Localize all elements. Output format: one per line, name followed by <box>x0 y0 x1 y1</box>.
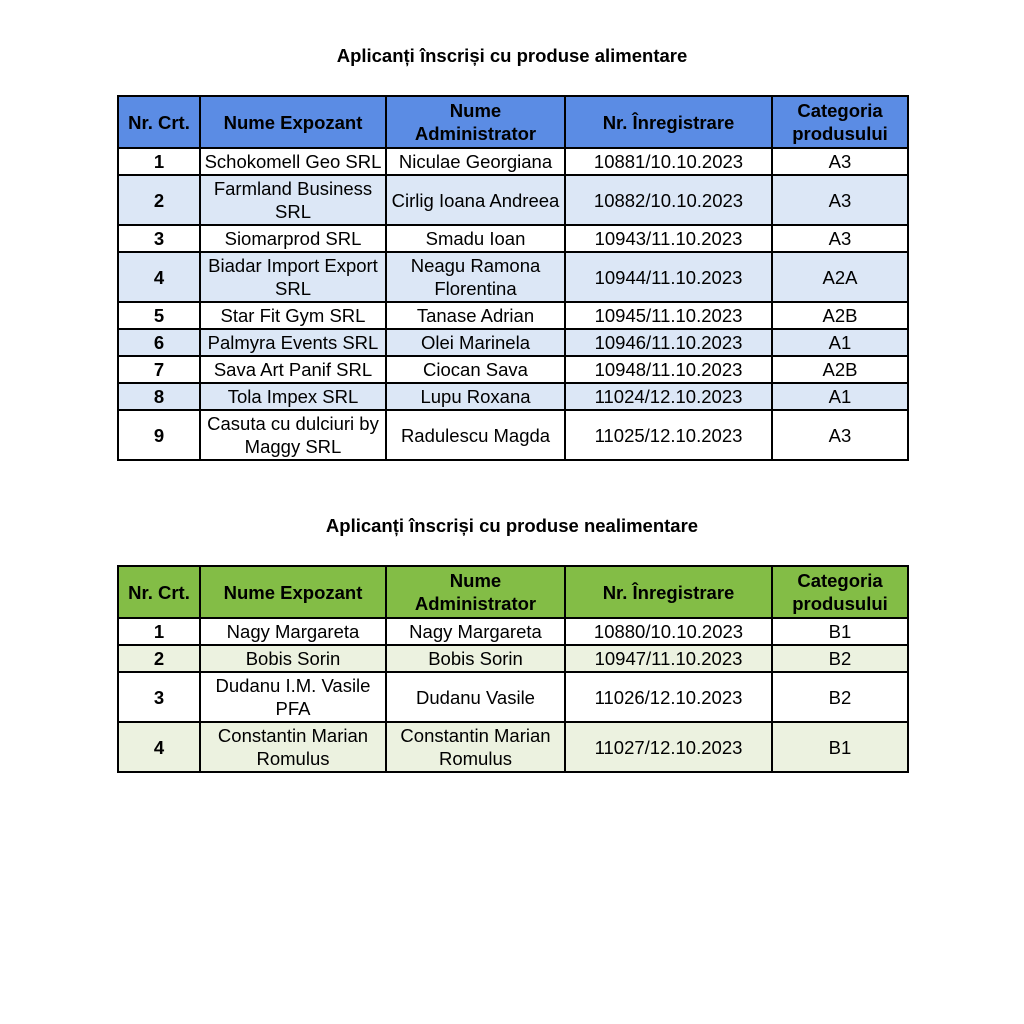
column-header-nume-expozant: Nume Expozant <box>200 96 386 148</box>
table-cell: Tola Impex SRL <box>200 383 386 410</box>
table-cell: Casuta cu dulciuri by Maggy SRL <box>200 410 386 460</box>
column-header-nume-administrator: Nume Administrator <box>386 96 565 148</box>
column-header-categoria: Categoria produsului <box>772 96 908 148</box>
table-cell: 4 <box>118 252 200 302</box>
table-cell: Nagy Margareta <box>200 618 386 645</box>
table-cell: A2B <box>772 356 908 383</box>
table-cell: Star Fit Gym SRL <box>200 302 386 329</box>
table-cell: Biadar Import Export SRL <box>200 252 386 302</box>
table-cell: 11024/12.10.2023 <box>565 383 772 410</box>
table-cell: 10946/11.10.2023 <box>565 329 772 356</box>
table-row <box>118 175 908 225</box>
table-cell: A2A <box>772 252 908 302</box>
table-cell: 3 <box>118 672 200 722</box>
table-cell: 11027/12.10.2023 <box>565 722 772 772</box>
table-row <box>118 410 908 460</box>
table-row <box>118 329 908 356</box>
table-cell: B1 <box>772 722 908 772</box>
table-cell: 10880/10.10.2023 <box>565 618 772 645</box>
column-header-nr-inregistrare: Nr. Înregistrare <box>565 96 772 148</box>
table-cell: Siomarprod SRL <box>200 225 386 252</box>
table-title-nealimentare: Aplicanți înscriși cu produse nealimentare <box>325 515 699 536</box>
table-cell: A2B <box>772 302 908 329</box>
table-cell: Bobis Sorin <box>200 645 386 672</box>
table-title-alimentare: Aplicanți înscriși cu produse alimentare <box>336 45 688 66</box>
table-cell: 7 <box>118 356 200 383</box>
table-cell: 6 <box>118 329 200 356</box>
table-cell: 10943/11.10.2023 <box>565 225 772 252</box>
column-header-nume-administrator: Nume Administrator <box>386 566 565 618</box>
table-cell: Niculae Georgiana <box>386 148 565 175</box>
table-cell: Cirlig Ioana Andreea <box>386 175 565 225</box>
table-cell: 11026/12.10.2023 <box>565 672 772 722</box>
table-cell: A3 <box>772 175 908 225</box>
table-cell: Schokomell Geo SRL <box>200 148 386 175</box>
document-page <box>117 0 907 773</box>
table-row <box>118 148 908 175</box>
table-cell: A3 <box>772 410 908 460</box>
table-cell: A3 <box>772 225 908 252</box>
table-cell: B2 <box>772 645 908 672</box>
table-cell: Dudanu Vasile <box>386 672 565 722</box>
table-cell: 10947/11.10.2023 <box>565 645 772 672</box>
table-alimentare <box>117 95 909 461</box>
table-cell: Smadu Ioan <box>386 225 565 252</box>
column-header-nr-crt: Nr. Crt. <box>118 96 200 148</box>
table-row <box>118 252 908 302</box>
column-header-nume-expozant: Nume Expozant <box>200 566 386 618</box>
table-cell: 1 <box>118 618 200 645</box>
table-row <box>118 722 908 772</box>
table-row <box>118 356 908 383</box>
table-row <box>118 645 908 672</box>
table-cell: 10945/11.10.2023 <box>565 302 772 329</box>
column-header-nr-inregistrare: Nr. Înregistrare <box>565 566 772 618</box>
table-cell: 2 <box>118 645 200 672</box>
table-cell: B2 <box>772 672 908 722</box>
table-cell: 10948/11.10.2023 <box>565 356 772 383</box>
table-cell: Olei Marinela <box>386 329 565 356</box>
table-cell: Neagu Ramona Florentina <box>386 252 565 302</box>
table-cell: 9 <box>118 410 200 460</box>
table-cell: Lupu Roxana <box>386 383 565 410</box>
table-cell: A1 <box>772 383 908 410</box>
table-cell: Bobis Sorin <box>386 645 565 672</box>
table-header-row <box>118 96 908 148</box>
table-cell: 11025/12.10.2023 <box>565 410 772 460</box>
table-cell: Nagy Margareta <box>386 618 565 645</box>
table-cell: B1 <box>772 618 908 645</box>
table-nealimentare <box>117 565 909 773</box>
table-cell: 5 <box>118 302 200 329</box>
table-cell: A1 <box>772 329 908 356</box>
table-cell: Ciocan Sava <box>386 356 565 383</box>
table-cell: 10882/10.10.2023 <box>565 175 772 225</box>
table-cell: Constantin Marian Romulus <box>200 722 386 772</box>
table-cell: 10944/11.10.2023 <box>565 252 772 302</box>
table-cell: Tanase Adrian <box>386 302 565 329</box>
table-cell: Farmland Business SRL <box>200 175 386 225</box>
table-cell: 3 <box>118 225 200 252</box>
table-row <box>118 383 908 410</box>
table-cell: Sava Art Panif SRL <box>200 356 386 383</box>
table-cell: 1 <box>118 148 200 175</box>
table-row <box>118 302 908 329</box>
table-cell: Dudanu I.M. Vasile PFA <box>200 672 386 722</box>
table-cell: Palmyra Events SRL <box>200 329 386 356</box>
table-cell: A3 <box>772 148 908 175</box>
table-header-row <box>118 566 908 618</box>
table-row <box>118 672 908 722</box>
table-cell: Radulescu Magda <box>386 410 565 460</box>
column-header-categoria: Categoria produsului <box>772 566 908 618</box>
table-row <box>118 618 908 645</box>
table-cell: 2 <box>118 175 200 225</box>
table-cell: Constantin Marian Romulus <box>386 722 565 772</box>
table-row <box>118 225 908 252</box>
table-cell: 4 <box>118 722 200 772</box>
table-cell: 10881/10.10.2023 <box>565 148 772 175</box>
table-cell: 8 <box>118 383 200 410</box>
column-header-nr-crt: Nr. Crt. <box>118 566 200 618</box>
